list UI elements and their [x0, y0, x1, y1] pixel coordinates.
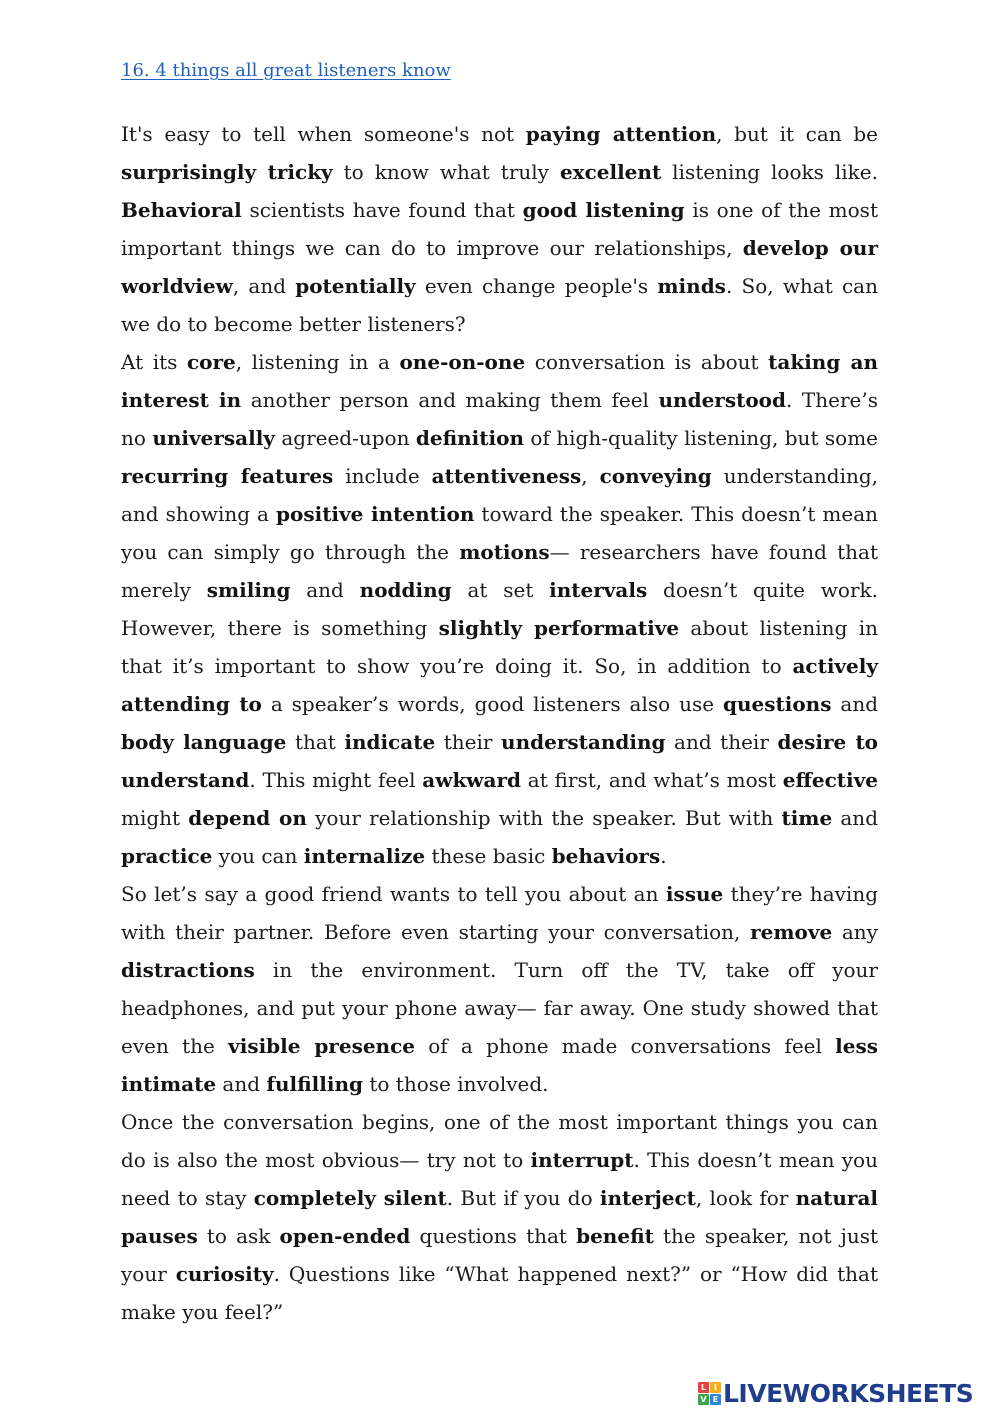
bold-term: smiling — [206, 578, 291, 602]
logo-blocks-icon — [698, 1382, 721, 1405]
text-run: scientists have found that — [241, 198, 523, 222]
paragraph — [121, 1103, 878, 1331]
bold-term: nodding — [359, 578, 452, 602]
text-run: that — [286, 730, 345, 754]
bold-term: definition — [415, 426, 524, 450]
text-run: the speaker, not just your — [121, 1224, 878, 1286]
bold-term: taking an interest in — [121, 350, 879, 412]
bold-term: completely silent — [253, 1186, 447, 1210]
liveworksheets-logo[interactable] — [698, 1376, 973, 1410]
text-run: about listening in that it’s important to show you’re doing it. So, in addition to — [121, 616, 878, 678]
text-run: they’re having with their partner. Before even starting your conversation, — [121, 882, 878, 944]
logo-text: LIVEWORKSHEETS — [723, 1378, 974, 1408]
text-run: . But if you do — [446, 1186, 600, 1210]
text-run: conversation is about — [525, 350, 769, 374]
bold-term: curiosity — [175, 1262, 274, 1286]
text-run: , and — [232, 274, 296, 298]
bold-term: recurring features — [121, 464, 334, 488]
bold-term: minds — [657, 274, 726, 298]
text-run: to ask — [197, 1224, 280, 1248]
paragraph — [121, 115, 878, 343]
text-run: listening looks like. — [661, 160, 878, 184]
bold-term: indicate — [344, 730, 436, 754]
text-run: . There’s no — [121, 388, 879, 450]
bold-term: understanding — [501, 730, 666, 754]
text-run: and — [290, 578, 360, 602]
text-run: to those involved. — [363, 1072, 549, 1096]
text-run: might — [121, 806, 189, 830]
text-run: your relationship with the speaker. But with — [306, 806, 782, 830]
bold-term: understood — [658, 388, 787, 412]
bold-term: time — [781, 806, 833, 830]
text-run: these basic — [425, 844, 552, 868]
bold-term: interrupt — [530, 1148, 634, 1172]
bold-term: practice — [121, 844, 213, 868]
text-run: . This doesn’t mean you need to stay — [121, 1148, 878, 1210]
text-run: at first, and what’s most — [521, 768, 783, 792]
text-run: So let’s say a good friend wants to tell you about an — [121, 882, 666, 906]
logo-block: I — [710, 1382, 721, 1393]
bold-term: effective — [782, 768, 878, 792]
text-run: and — [831, 692, 879, 716]
bold-term: interject — [599, 1186, 696, 1210]
text-run: at set — [451, 578, 550, 602]
text-run: — researchers have found that merely — [121, 540, 878, 602]
text-run: include — [333, 464, 432, 488]
bold-term: excellent — [559, 160, 662, 184]
text-run: doesn’t quite work. However, there is something — [121, 578, 879, 640]
reading-text — [121, 115, 878, 1331]
text-run: another person and making them feel — [241, 388, 659, 412]
logo-block: L — [698, 1382, 709, 1393]
bold-term: desire to understand — [121, 730, 879, 792]
text-run: . Questions like “What happened next?” or “How did that make you feel?” — [121, 1262, 878, 1324]
bold-term: conveying — [599, 464, 712, 488]
bold-term: distractions — [121, 958, 255, 982]
logo-block: E — [710, 1394, 721, 1405]
section-title-link[interactable]: 16. 4 things all great listeners know — [121, 60, 451, 81]
text-run: toward the speaker. This doesn’t mean you can simply go through the — [121, 502, 878, 564]
text-run: questions that — [410, 1224, 577, 1248]
paragraph — [121, 343, 878, 875]
bold-term: actively attending to — [121, 654, 878, 716]
bold-term: attentiveness — [431, 464, 582, 488]
bold-term: natural pauses — [121, 1186, 879, 1248]
bold-term: visible presence — [228, 1034, 415, 1058]
text-run: Once the conversation begins, one of the most important things you can do is also the most obvious— try not to — [121, 1110, 878, 1172]
bold-term: develop our worldview — [121, 236, 878, 298]
text-run: It's easy to tell when someone's not — [121, 122, 526, 146]
text-run: , — [581, 464, 600, 488]
bold-term: good listening — [522, 198, 685, 222]
text-run: , look for — [695, 1186, 796, 1210]
text-run: and their — [665, 730, 778, 754]
bold-term: open-ended — [279, 1224, 411, 1248]
bold-term: issue — [665, 882, 724, 906]
logo-block: V — [698, 1394, 709, 1405]
bold-term: fulfilling — [266, 1072, 363, 1096]
bold-term: potentially — [295, 274, 416, 298]
bold-term: one-on-one — [399, 350, 526, 374]
text-run: in the environment. Turn off the TV, take off your headphones, and put your phone away— far away. One study showed that even the — [121, 958, 878, 1058]
bold-term: benefit — [576, 1224, 654, 1248]
worksheet-page — [121, 56, 878, 1331]
paragraph — [121, 875, 878, 1103]
text-run: you can — [212, 844, 304, 868]
bold-term: surprisingly tricky — [121, 160, 333, 184]
bold-term: Behavioral — [121, 198, 242, 222]
text-run: to know what truly — [332, 160, 560, 184]
bold-term: positive intention — [276, 502, 475, 526]
bold-term: universally — [152, 426, 275, 450]
bold-term: slightly performative — [438, 616, 680, 640]
bold-term: awkward — [422, 768, 521, 792]
bold-term: remove — [750, 920, 833, 944]
text-run: even change people's — [415, 274, 658, 298]
bold-term: body language — [121, 730, 287, 754]
bold-term: internalize — [303, 844, 426, 868]
bold-term: paying attention — [525, 122, 717, 146]
text-run: of a phone made conversations feel — [415, 1034, 836, 1058]
bold-term: intervals — [549, 578, 648, 602]
bold-term: less intimate — [121, 1034, 878, 1096]
text-run: and — [832, 806, 878, 830]
bold-term: motions — [459, 540, 550, 564]
text-run: . So, what can we do to become better listeners? — [121, 274, 878, 336]
text-run: . This might feel — [249, 768, 423, 792]
text-run: and — [216, 1072, 267, 1096]
text-run: understanding, and showing a — [121, 464, 879, 526]
text-run: . — [660, 844, 667, 868]
text-run: , but it can be — [716, 122, 878, 146]
text-run: At its — [121, 350, 187, 374]
text-run: any — [832, 920, 878, 944]
text-run: their — [435, 730, 502, 754]
bold-term: questions — [722, 692, 832, 716]
text-run: is one of the most important things we can do to improve our relationships, — [121, 198, 878, 260]
text-run: a speaker’s words, good listeners also use — [261, 692, 723, 716]
text-run: of high-quality listening, but some — [523, 426, 878, 450]
text-run: , listening in a — [235, 350, 400, 374]
text-run: agreed-upon — [274, 426, 416, 450]
bold-term: depend on — [188, 806, 307, 830]
bold-term: behaviors — [551, 844, 661, 868]
bold-term: core — [186, 350, 236, 374]
